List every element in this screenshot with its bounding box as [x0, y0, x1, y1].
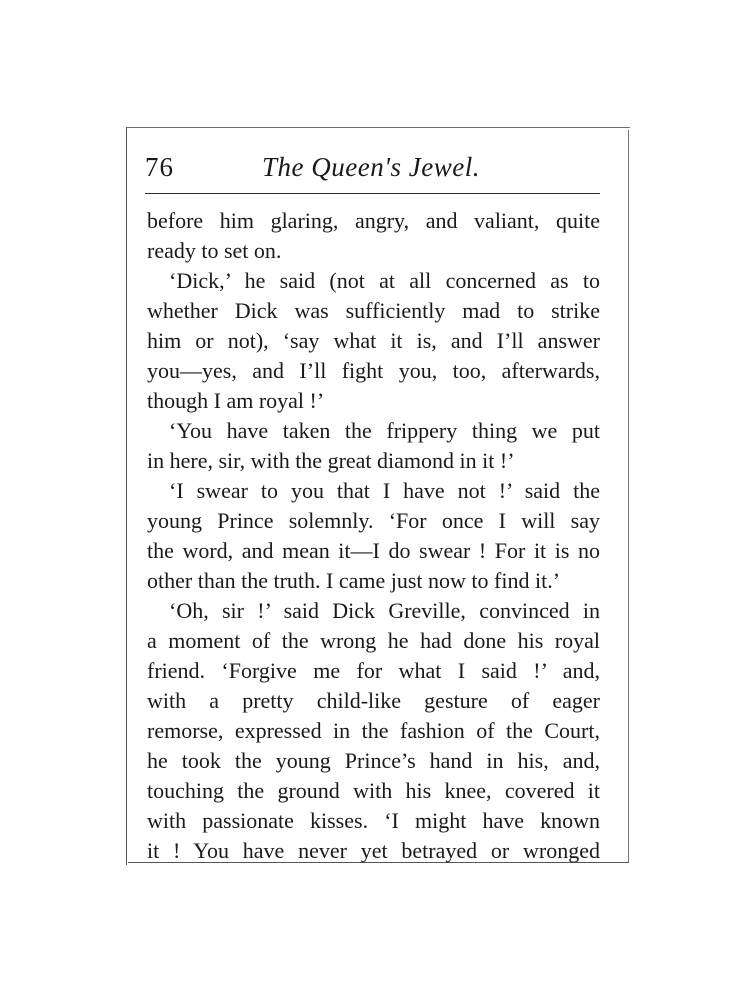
text-line: him or not), ‘say what it is, and I’ll answer: [147, 328, 600, 353]
text-line: ‘Dick,’ he said (not at all concerned as to: [169, 268, 600, 293]
text-line: with passionate kisses. ‘I might have known: [147, 808, 600, 833]
text-line: friend. ‘Forgive me for what I said !’ and,: [147, 658, 600, 683]
running-head: The Queen's Jewel.: [262, 152, 480, 182]
body-text: [147, 206, 600, 866]
text-line: ‘Oh, sir !’ said Dick Greville, convinced in: [169, 598, 600, 623]
text-line: the word, and mean it—I do swear ! For it is no: [147, 538, 600, 563]
text-line: it ! You have never yet betrayed or wronged: [147, 838, 600, 863]
text-line: touching the ground with his knee, covered it: [147, 778, 600, 803]
text-line: young Prince solemnly. ‘For once I will say: [147, 508, 600, 533]
frame-top-border: [126, 127, 630, 128]
text-line: in here, sir, with the great diamond in it !’: [147, 448, 515, 473]
text-line: ‘I swear to you that I have not !’ said the: [169, 478, 600, 503]
text-line: a moment of the wrong he had done his royal: [147, 628, 600, 653]
text-line: before him glaring, angry, and valiant, quite: [147, 208, 600, 233]
text-line: with a pretty child-like gesture of eager: [147, 688, 600, 713]
text-line: other than the truth. I came just now to find it.’: [147, 568, 561, 593]
text-line: ready to set on.: [147, 238, 282, 263]
page-number: 76: [145, 152, 174, 182]
header-rule: [145, 193, 600, 194]
text-line: though I am royal !’: [147, 388, 325, 413]
frame-left-border: [126, 127, 127, 865]
text-line: he took the young Prince’s hand in his, and,: [147, 748, 600, 773]
text-line: you—yes, and I’ll fight you, too, afterwards,: [147, 358, 600, 383]
text-line: ‘You have taken the frippery thing we put: [169, 418, 600, 443]
text-line: whether Dick was sufficiently mad to strike: [147, 298, 600, 323]
text-line: remorse, expressed in the fashion of the Court,: [147, 718, 600, 743]
frame-right-border: [628, 130, 629, 863]
